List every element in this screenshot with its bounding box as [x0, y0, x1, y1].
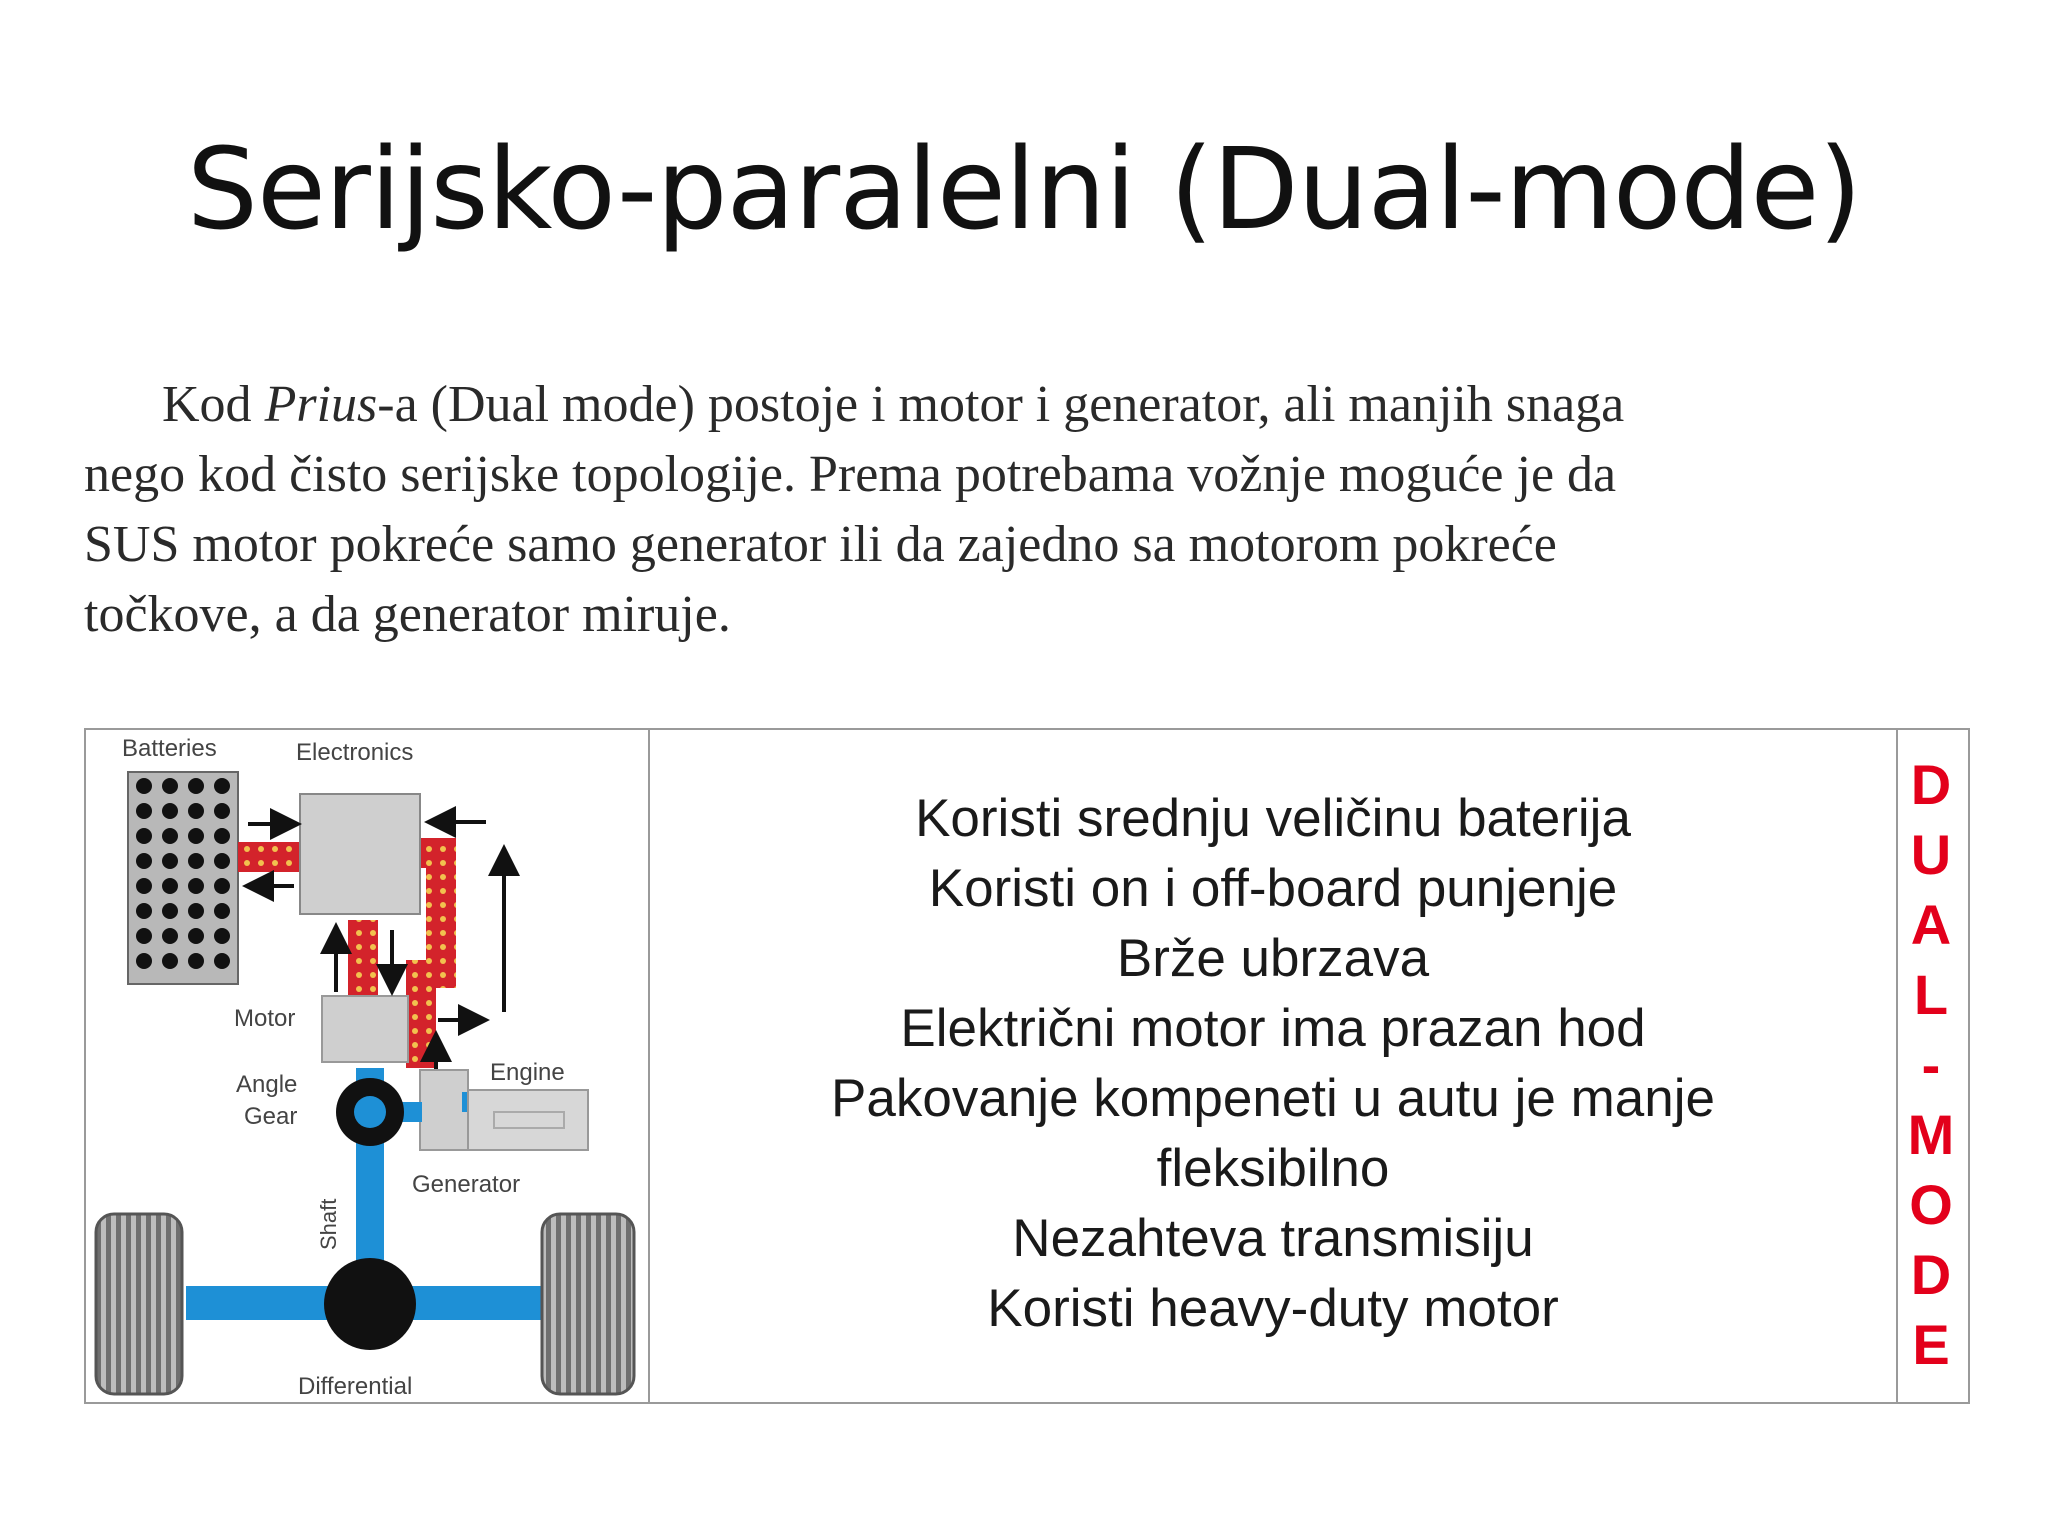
feature-item: Koristi on i off-board punjenje — [928, 859, 1618, 918]
dual-mode-figure — [84, 728, 1970, 1404]
battery-cell — [162, 828, 178, 844]
differential-label: Differential — [298, 1373, 413, 1400]
battery-cell — [162, 953, 178, 969]
angle-gear-label: Angle — [236, 1071, 298, 1098]
battery-cell — [162, 778, 178, 794]
battery-pack — [128, 772, 238, 984]
mode-letter: M — [1907, 1103, 1955, 1166]
feature-item: Brže ubrzava — [1116, 929, 1430, 988]
generator-box — [420, 1070, 468, 1150]
mode-letter: L — [1913, 963, 1949, 1026]
description-line: SUS motor pokreće samo generator ili da zajedno sa motorom pokreće — [84, 516, 1557, 573]
battery-cell — [136, 903, 152, 919]
battery-cell — [136, 803, 152, 819]
feature-item: Električni motor ima prazan hod — [900, 999, 1646, 1058]
description-text: -a (Dual mode) postoje i motor i generator, ali manjih snaga — [377, 376, 1625, 433]
battery-cell — [136, 853, 152, 869]
electronics-label: Electronics — [296, 739, 414, 766]
battery-cell — [214, 903, 230, 919]
angle-gear-label: Gear — [244, 1103, 298, 1130]
battery-cell — [214, 778, 230, 794]
battery-cell — [162, 928, 178, 944]
battery-cell — [188, 928, 204, 944]
battery-cell — [188, 778, 204, 794]
mode-letter: - — [1921, 1033, 1941, 1096]
battery-cell — [188, 953, 204, 969]
description-line — [84, 370, 1984, 440]
feature-item: Pakovanje kompeneti u autu je manje — [831, 1069, 1715, 1128]
battery-cell — [214, 853, 230, 869]
battery-cell — [162, 803, 178, 819]
feature-item: fleksibilno — [1156, 1139, 1390, 1198]
battery-cell — [162, 878, 178, 894]
battery-cell — [214, 878, 230, 894]
battery-cell — [136, 828, 152, 844]
feature-item: Koristi srednju veličinu baterija — [915, 789, 1631, 848]
features-panel — [648, 730, 1898, 1402]
description-line: nego kod čisto serijske topologije. Prema potrebama vožnje moguće je da — [84, 446, 1617, 503]
battery-power-path — [238, 842, 300, 872]
drivetrain-diagram-panel — [86, 730, 648, 1402]
battery-cell — [214, 828, 230, 844]
battery-cell — [136, 778, 152, 794]
electronics-box — [300, 794, 420, 914]
mode-letter: D — [1910, 1243, 1952, 1306]
batteries-label: Batteries — [122, 735, 217, 762]
feature-item: Koristi heavy-duty motor — [987, 1279, 1559, 1338]
motor-box — [322, 996, 408, 1062]
left-wheel — [96, 1214, 182, 1394]
battery-cell — [188, 903, 204, 919]
slide-title: Serijsko-paralelni (Dual-mode) — [186, 125, 1862, 255]
battery-cell — [214, 928, 230, 944]
battery-cell — [162, 903, 178, 919]
mode-letter: U — [1910, 823, 1952, 886]
differential — [324, 1258, 416, 1350]
angle-gear-hub — [354, 1096, 386, 1128]
battery-cell — [136, 953, 152, 969]
description-text: Kod — [162, 376, 265, 433]
battery-cell — [188, 853, 204, 869]
description-paragraph — [84, 370, 1984, 650]
description-line: točkove, a da generator miruje. — [84, 586, 731, 643]
battery-cell — [188, 878, 204, 894]
engine-label: Engine — [490, 1059, 565, 1086]
battery-cell — [188, 803, 204, 819]
feature-item: Nezahteva transmisiju — [1012, 1209, 1534, 1268]
mode-letter: A — [1910, 893, 1952, 956]
engine-box — [468, 1090, 588, 1150]
mode-letter: D — [1910, 753, 1952, 816]
generator-label: Generator — [412, 1171, 521, 1198]
description-italic-text: Prius — [264, 376, 378, 433]
features-list — [650, 784, 1896, 1344]
dual-mode-vertical-label — [1896, 750, 1966, 1380]
shaft-label: Shaft — [316, 1198, 341, 1250]
motor-label: Motor — [234, 1005, 296, 1032]
mode-letter: O — [1909, 1173, 1953, 1236]
drivetrain-diagram — [86, 730, 648, 1402]
battery-cell — [188, 828, 204, 844]
right-wheel — [542, 1214, 634, 1394]
mode-letter: E — [1912, 1313, 1950, 1376]
battery-cell — [136, 878, 152, 894]
battery-cell — [162, 853, 178, 869]
battery-cell — [136, 928, 152, 944]
battery-cell — [214, 953, 230, 969]
battery-cell — [214, 803, 230, 819]
